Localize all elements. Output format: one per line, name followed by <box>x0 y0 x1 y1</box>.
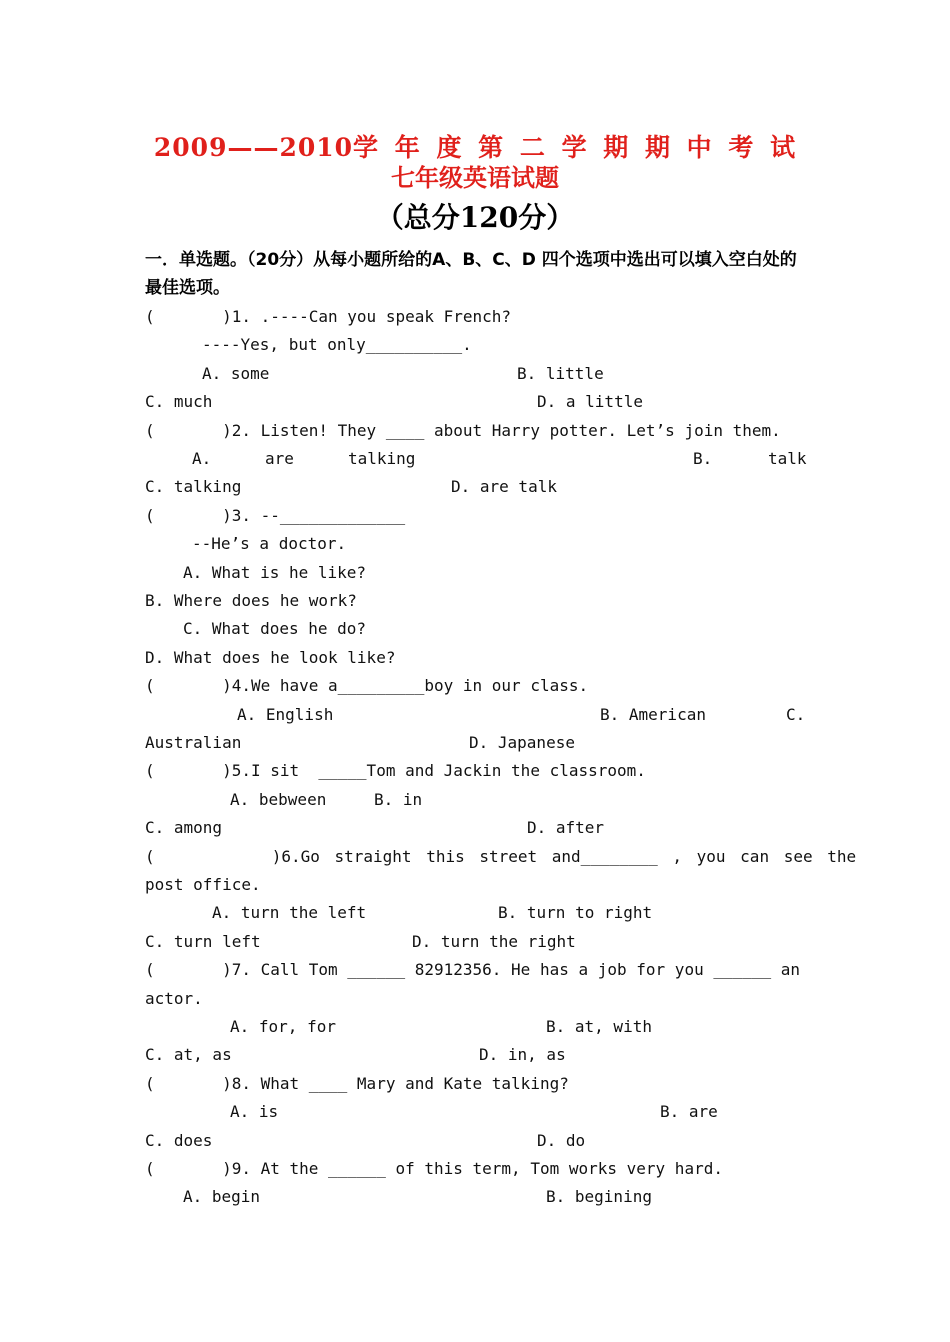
question-3-response: --He’s a doctor. <box>192 534 347 553</box>
question-4: ( )4.We have a_________boy in our class. <box>145 676 589 695</box>
q1-option-c: C. much <box>145 392 213 411</box>
q7-option-d: D. in, as <box>479 1045 566 1064</box>
q5-option-b: B. in <box>374 790 423 809</box>
q1-option-b: B. little <box>517 364 604 383</box>
q5-option-a: A. bebween <box>230 790 327 809</box>
q2-option-c: C. talking <box>145 477 242 496</box>
question-1-response: ----Yes, but only__________. <box>202 335 472 354</box>
q9-option-b: B. begining <box>546 1187 652 1206</box>
total-score: （总分120分） <box>375 201 575 234</box>
q6-option-c: C. turn left <box>145 932 261 951</box>
q2-option-a-word2: talking <box>348 449 416 468</box>
exam-subtitle: 七年级英语试题 <box>391 163 559 192</box>
q3-option-c: C. What does he do? <box>183 619 367 638</box>
q3-option-b: B. Where does he work? <box>145 591 357 610</box>
q7-option-c: C. at, as <box>145 1045 232 1064</box>
q2-option-d: D. are talk <box>451 477 557 496</box>
q1-option-a: A. some <box>202 364 270 383</box>
q2-option-b-letter: B. <box>693 449 713 468</box>
question-9: ( )9. At the ______ of this term, Tom works very hard. <box>145 1159 723 1178</box>
q2-option-b-word: talk <box>768 449 807 468</box>
q2-option-a-letter: A. <box>192 449 212 468</box>
question-5: ( )5.I sit _____Tom and Jackin the classroom. <box>145 761 646 780</box>
q6-option-d: D. turn the right <box>412 932 576 951</box>
q2-option-a-word1: are <box>265 449 294 468</box>
q5-option-d: D. after <box>527 818 605 837</box>
question-3: ( )3. --_____________ <box>145 506 406 525</box>
q8-option-d: D. do <box>537 1131 586 1150</box>
q4-option-a: A. English <box>237 705 334 724</box>
q4-option-d: D. Japanese <box>469 733 575 752</box>
exam-title: 2009——2010学 年 度 第 二 学 期 期 中 考 试 <box>153 133 797 162</box>
q8-option-a: A. is <box>230 1102 279 1121</box>
q4-option-b: B. American <box>600 705 706 724</box>
q1-option-d: D. a little <box>537 392 643 411</box>
section-heading: 一．单选题。（20分）从每小题所给的A、B、C、D 四个选项中选出可以填入空白处的最佳选项。 <box>145 250 797 298</box>
question-6-continued: post office. <box>145 875 261 894</box>
q7-option-b: B. at, with <box>546 1017 652 1036</box>
q3-option-d: D. What does he look like? <box>145 648 396 667</box>
q8-option-b: B. are <box>660 1102 718 1121</box>
q4-option-c-letter: C. <box>786 705 806 724</box>
q4-option-c-word: Australian <box>145 733 242 752</box>
question-7-continued: actor. <box>145 989 203 1008</box>
q8-option-c: C. does <box>145 1131 213 1150</box>
question-2: ( )2. Listen! They ____ about Harry potter. Let’s join them. <box>145 421 781 440</box>
q6-option-b: B. turn to right <box>498 903 653 922</box>
q7-option-a: A. for, for <box>230 1017 336 1036</box>
question-8: ( )8. What ____ Mary and Kate talking? <box>145 1074 569 1093</box>
question-1: ( )1. .----Can you speak French? <box>145 307 512 326</box>
q9-option-a: A. begin <box>183 1187 261 1206</box>
q3-option-a: A. What is he like? <box>183 563 367 582</box>
question-6: ( )6.Go straight this street and________ , you can see the <box>145 847 857 866</box>
q6-option-a: A. turn the left <box>212 903 367 922</box>
q5-option-c: C. among <box>145 818 223 837</box>
question-7: ( )7. Call Tom ______ 82912356. He has a job for you ______ an <box>145 960 801 979</box>
